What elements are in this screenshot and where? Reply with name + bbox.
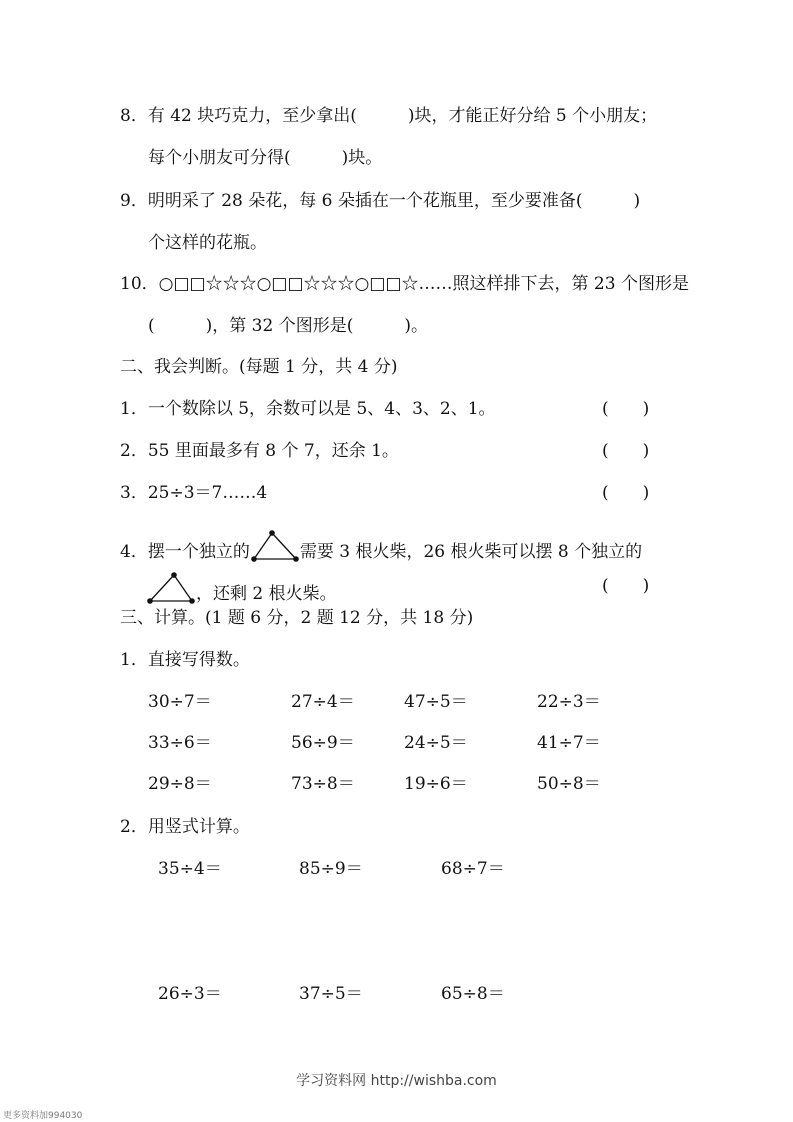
calc-r1-c4: 22÷3＝ (537, 692, 601, 712)
calc-r3-c3: 19÷6＝ (404, 774, 468, 794)
vertical-calc-r2-c1: 26÷3＝ (158, 984, 222, 1004)
section-2-heading: 二、我会判断。(每题 1 分，共 4 分) (120, 357, 398, 377)
question-9-line-2: 个这样的花瓶。 (148, 233, 267, 253)
footer-watermark: 学习资料网 http://wishba.com (296, 1073, 497, 1089)
judge-answer-1[interactable]: ( ) (602, 399, 650, 419)
judge-item-4-text-a: 4．摆一个独立的 (120, 542, 250, 562)
question-9-line-1: 9．明明采了 28 朵花，每 6 朵插在一个花瓶里，至少要准备( ) (120, 191, 641, 211)
calc-r3-c4: 50÷8＝ (537, 774, 601, 794)
section-3-heading: 三、计算。(1 题 6 分，2 题 12 分，共 18 分) (120, 608, 474, 628)
triangle-icon (250, 529, 300, 570)
judge-item-4-text-c: ，还剩 2 根火柴。 (196, 584, 337, 604)
judge-answer-2[interactable]: ( ) (602, 441, 650, 461)
judge-answer-3[interactable]: ( ) (602, 483, 650, 503)
question-10-line-2: ( )，第 32 个图形是( )。 (148, 316, 428, 336)
question-8-line-1: 8．有 42 块巧克力，至少拿出( )块，才能正好分给 5 个小朋友； (120, 106, 658, 126)
judge-item-4-text-b: 需要 3 根火柴，26 根火柴可以摆 8 个独立的 (299, 542, 643, 562)
vertical-calc-r2-c3: 65÷8＝ (441, 984, 505, 1004)
part-2-label: 2．用竖式计算。 (120, 817, 250, 837)
vertical-calc-r1-c1: 35÷4＝ (158, 859, 222, 879)
part-1-label: 1．直接写得数。 (120, 650, 250, 670)
judge-item-4-line-1 (120, 529, 642, 570)
corner-note: 更多资料加994030 (3, 1111, 83, 1121)
question-10-line-1: 10．○□□☆☆☆○□□☆☆☆○□□☆……照这样排下去，第 23 个图形是 (120, 274, 689, 294)
calc-r1-c1: 30÷7＝ (148, 692, 212, 712)
question-8-line-2: 每个小朋友可分得( )块。 (148, 148, 383, 168)
calc-r1-c2: 27÷4＝ (291, 692, 355, 712)
calc-r2-c2: 56÷9＝ (291, 733, 355, 753)
judge-item-1: 1．一个数除以 5，余数可以是 5、4、3、2、1。 (120, 399, 496, 419)
calc-r3-c2: 73÷8＝ (291, 774, 355, 794)
vertical-calc-r1-c3: 68÷7＝ (441, 859, 505, 879)
calc-r2-c3: 24÷5＝ (404, 733, 468, 753)
judge-answer-4[interactable]: ( ) (602, 576, 650, 596)
calc-r3-c1: 29÷8＝ (148, 774, 212, 794)
vertical-calc-r1-c2: 85÷9＝ (299, 859, 363, 879)
judge-item-2: 2．55 里面最多有 8 个 7，还余 1。 (120, 441, 399, 461)
judge-item-3: 3．25÷3＝7……4 (120, 483, 268, 503)
calc-r1-c3: 47÷5＝ (404, 692, 468, 712)
vertical-calc-r2-c2: 37÷5＝ (299, 984, 363, 1004)
calc-r2-c1: 33÷6＝ (148, 733, 212, 753)
calc-r2-c4: 41÷7＝ (537, 733, 601, 753)
